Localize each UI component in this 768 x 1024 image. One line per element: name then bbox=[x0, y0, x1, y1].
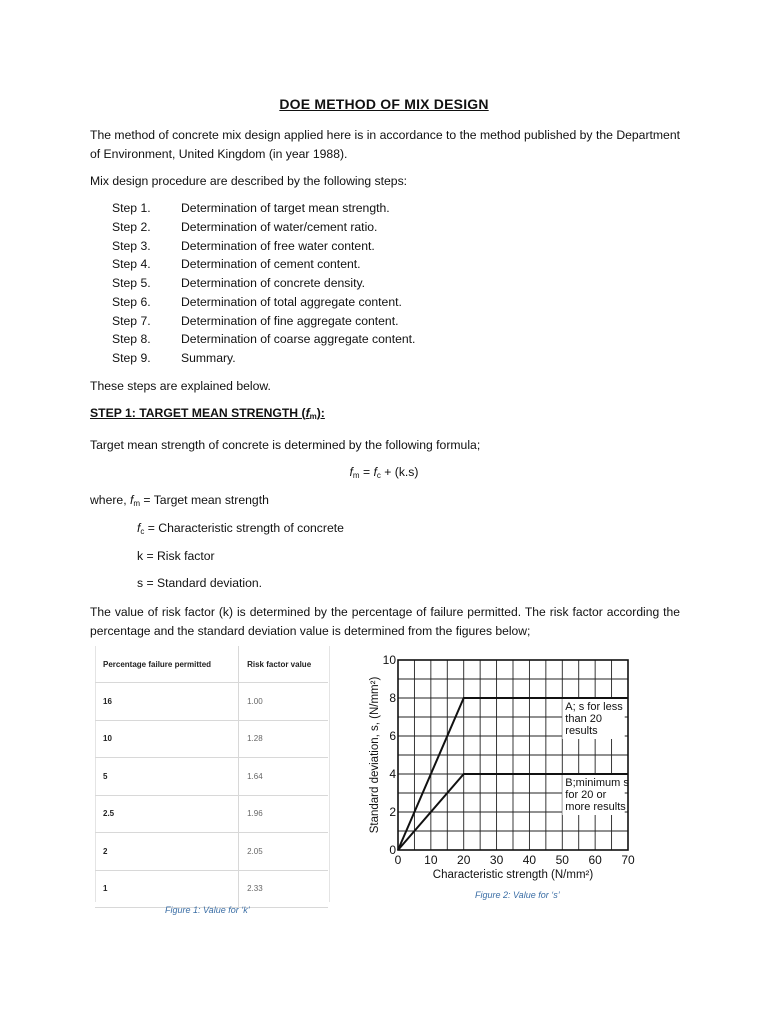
list-item: Step 2. Determination of water/cement ratio. bbox=[112, 219, 378, 234]
intro-paragraph: The method of concrete mix design applied here is in accordance to the method published by the Department of Environment, United Kingdom (in year 1988). bbox=[90, 128, 680, 161]
series-label: results bbox=[565, 725, 598, 737]
y-tick-label: 6 bbox=[389, 729, 396, 743]
figure1-caption: Figure 1: Value for ‘k’ bbox=[165, 905, 250, 915]
table-row bbox=[95, 833, 328, 871]
table-cell: 16 bbox=[95, 683, 239, 721]
x-tick-label: 60 bbox=[588, 853, 602, 867]
step1-heading: STEP 1: TARGET MEAN STRENGTH $(f_m)$: bbox=[90, 406, 325, 421]
list-item: Step 1. Determination of target mean strength. bbox=[112, 201, 390, 215]
table-cell: 1.64 bbox=[239, 758, 328, 796]
y-tick-label: 0 bbox=[389, 843, 396, 857]
list-item: Step 4. Determination of cement content. bbox=[112, 257, 361, 272]
definition-k: k = Risk factor bbox=[137, 549, 215, 563]
table-cell: 1 bbox=[95, 870, 239, 908]
table-header: Percentage failure permitted bbox=[95, 646, 239, 683]
step1-intro: Target mean strength of concrete is determined by the following formula; bbox=[90, 438, 481, 452]
x-tick-label: 50 bbox=[555, 853, 569, 867]
table-cell: 1.00 bbox=[239, 683, 328, 721]
standard-deviation-chart bbox=[360, 648, 680, 888]
figure2-caption: Figure 2: Value for ‘s’ bbox=[475, 890, 560, 900]
table-cell: 1.28 bbox=[239, 720, 328, 758]
series-label: B;minimum s bbox=[565, 777, 629, 789]
x-tick-label: 40 bbox=[522, 853, 537, 867]
table-row bbox=[95, 758, 328, 796]
formula: $f_m = f_c + (k.s)$ bbox=[349, 465, 419, 480]
series-label: than 20 bbox=[565, 713, 602, 725]
x-tick-label: 30 bbox=[489, 853, 504, 867]
risk-factor-table bbox=[95, 646, 328, 908]
table-cell: 2.5 bbox=[95, 795, 239, 833]
steps-outro: These steps are explained below. bbox=[90, 379, 271, 393]
list-item: Step 9. Summary. bbox=[112, 351, 236, 365]
series-label: A; s for less bbox=[565, 701, 623, 713]
document-title: DOE METHOD OF MIX DESIGN bbox=[279, 96, 489, 112]
series-label: for 20 or bbox=[565, 789, 607, 801]
definition-fm: where, $f_m$ = Target mean strength bbox=[90, 493, 269, 508]
series-label: more results bbox=[565, 801, 626, 813]
x-axis-label: Characteristic strength (N/mm²) bbox=[432, 869, 594, 881]
steps-list bbox=[112, 199, 415, 368]
x-tick-label: 20 bbox=[457, 853, 471, 867]
table-cell: 5 bbox=[95, 758, 239, 796]
definition-s: s = Standard deviation. bbox=[137, 576, 263, 590]
table-cell: 10 bbox=[95, 720, 239, 758]
table-row bbox=[95, 720, 328, 758]
y-tick-label: 8 bbox=[389, 691, 396, 705]
list-item: Step 6. Determination of total aggregate content. bbox=[112, 294, 402, 309]
risk-paragraph: The value of risk factor (k) is determined by the percentage of failure permitted. The risk factor according the percentage and the standard deviation value is determined from the figures below; bbox=[90, 605, 680, 638]
table-cell: 2.05 bbox=[239, 833, 328, 871]
list-item: Step 7. Determination of fine aggregate content. bbox=[112, 313, 399, 328]
table-cell: 2 bbox=[95, 833, 239, 871]
table-row bbox=[95, 795, 328, 833]
table-header-row bbox=[95, 646, 328, 683]
table-row bbox=[95, 683, 328, 721]
definition-fc: $f_c$ = Characteristic strength of concrete bbox=[137, 521, 344, 536]
list-item: Step 8. Determination of coarse aggregate content. bbox=[112, 332, 416, 347]
y-tick-label: 10 bbox=[382, 653, 396, 667]
list-item: Step 3. Determination of free water content. bbox=[112, 238, 375, 253]
table-cell: 1.96 bbox=[239, 795, 328, 833]
y-tick-label: 2 bbox=[389, 805, 396, 819]
x-tick-label: 70 bbox=[621, 853, 635, 867]
y-axis-label: Standard deviation, s, (N/mm²) bbox=[369, 676, 381, 834]
table-row bbox=[95, 870, 328, 908]
x-tick-label: 10 bbox=[424, 853, 438, 867]
list-item: Step 5. Determination of concrete density. bbox=[112, 276, 366, 290]
table-header: Risk factor value bbox=[239, 646, 328, 683]
x-tick-label: 0 bbox=[394, 853, 402, 867]
y-tick-label: 4 bbox=[389, 767, 396, 781]
steps-intro: Mix design procedure are described by the following steps: bbox=[90, 174, 408, 188]
table-cell: 2.33 bbox=[239, 870, 328, 908]
